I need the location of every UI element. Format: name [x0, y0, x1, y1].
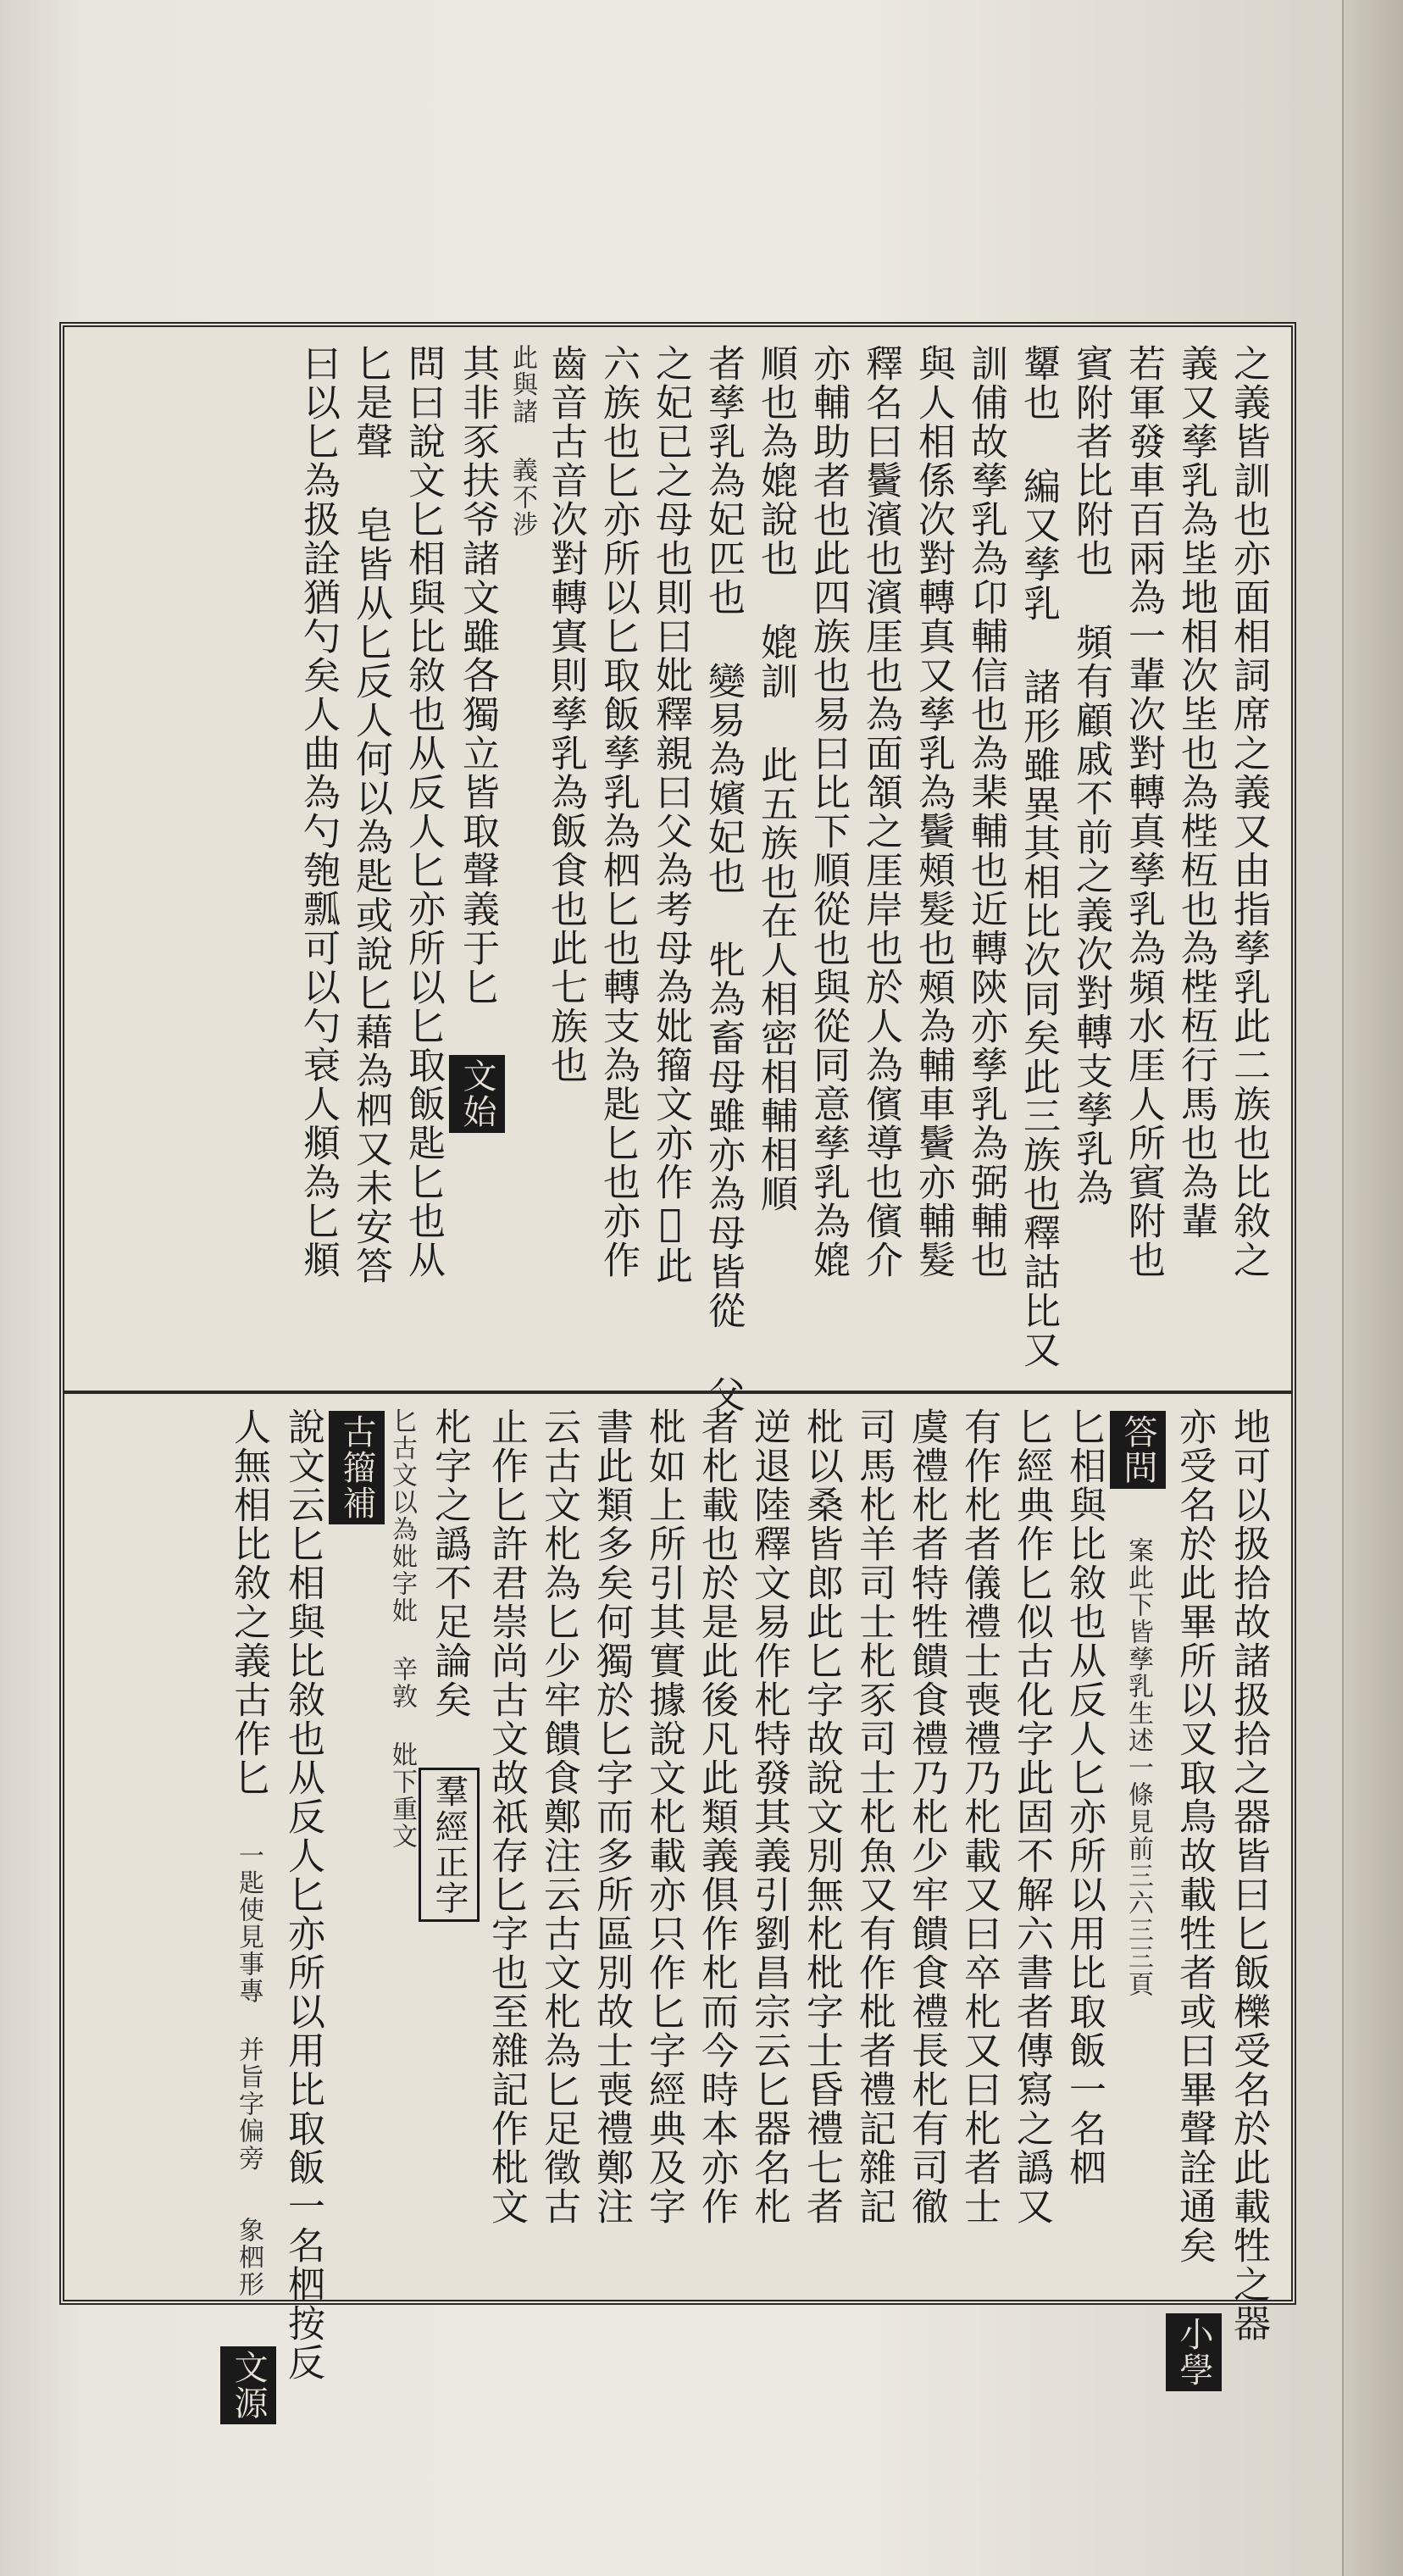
book-spine: [1342, 0, 1403, 2576]
text-column: 六族也匕亦所以匕取飯孳乳為柶匕也轉支為匙匕也亦作: [596, 344, 640, 1280]
text-column: 匕是聲 皂皆从匕反人何以為匙或說匕藉為柶又未安答: [349, 344, 392, 1285]
text-column: 義又孳乳為坒地相次坒也為梐枑也為梐枑行馬也為輩: [1174, 344, 1217, 1241]
text-column: 顰也 編又孳乳 諸形雖異其相比次同矣此三族也釋詁比又: [1017, 344, 1060, 1369]
text-column: 若軍發車百兩為一輩次對轉真孳乳為頻水厓人所賓附也: [1122, 344, 1165, 1280]
text-column: 止作匕許君崇尚古文故祇存匕字也至雜記作枇文: [485, 1407, 528, 2226]
text-column: 者孳乳為妃匹也 變易為嬪妃也 牝為畜母雖亦為母皆從 父: [702, 344, 745, 1414]
dawen-tag: 答問: [1110, 1411, 1166, 1489]
text-column: 有作朼者儀禮士喪禮乃朼載又曰卒朼又曰朼者士: [957, 1407, 1001, 2226]
text-column: [449, 344, 505, 1374]
upper-text-block: [81, 344, 1274, 1414]
lower-text-block: [81, 1407, 1274, 2421]
annotation-column: 此與諸 義不涉: [507, 344, 537, 538]
text-column: 書此類多矣何獨於匕字而多所區別故士喪禮鄭注: [590, 1407, 633, 2226]
text-column: 賓附者比附也 頻有顧戚不前之義次對轉支孳乳為: [1069, 344, 1112, 1208]
text-column-content: 人無相比敘之義古作匕: [227, 1407, 270, 1797]
annotation-column: 匕古文以為妣字妣 辛敦 妣下重文: [387, 1407, 417, 1850]
text-column: 枇以桑皆郎此匕字故說文別無朼枇字士昏禮七者: [800, 1407, 843, 2226]
wenyuan-tag: 文源: [220, 2346, 276, 2424]
text-column: [329, 1407, 385, 2285]
text-column-content: 其非豕扶爷諸文雖各獨立皆取聲義于匕: [456, 344, 499, 1007]
text-column: 與人相係次對轉真又孳乳為鬢頰髮也頰為輔車鬢亦輔髮: [912, 344, 955, 1280]
text-column: 地可以扱拾故諸扱拾之器皆曰匕飯櫟受名於此載牲之器: [1227, 1407, 1270, 2343]
text-column: 問曰說文匕相與比敘也从反人匕亦所以匕取飯匙匕也从: [402, 344, 445, 1280]
text-column: 釋名曰鬢濱也濱厓也為面頷之厓岸也於人為儐導也儐介: [859, 344, 902, 1280]
text-column: 順也為媲說也 媲訓 此五族也在人相密相輔相順: [754, 344, 797, 1213]
qunjing-zhengzi-tag: 羣經正字: [419, 1768, 480, 1922]
text-column: 說文云匕相與比敘也从反人匕亦所以用比取飯一名柶按反: [281, 1407, 324, 2382]
text-column: 云古文朼為匕少牢饋食鄭注云古文朼為匕足徵古: [537, 1407, 580, 2226]
text-column: 齒音古音次對轉寘則孳乳為飯食也此七族也: [544, 344, 587, 1085]
text-column: 者朼載也於是此後凡此類義俱作朼而今時本亦作: [695, 1407, 738, 2226]
text-column-content: 亦受名於此畢所以叉取鳥故載牲者或曰畢聲詮通矣: [1173, 1407, 1216, 2265]
guzhou-bu-tag: 古籀補: [329, 1411, 385, 1524]
text-column: 枇如上所引其實據說文朼載亦只作匕字經典及字: [642, 1407, 685, 2226]
text-column: 逆退陸釋文易作朼特發其義引劉昌宗云匕器名朼: [747, 1407, 790, 2226]
book-page: [59, 322, 1296, 2421]
dawen-note: 案此下皆孳乳生述一條見前三六三三頁: [1123, 1537, 1153, 1998]
text-column: [220, 1407, 276, 2421]
text-column: [1166, 1407, 1222, 2388]
text-column: 之妃已之母也則曰妣釋親曰父為考母為妣籀文亦作𡛱此: [649, 344, 692, 1285]
wenyuan-note: 象柶形: [234, 2217, 263, 2298]
text-column: 匕相與比敘也从反人匕亦所以用比取飯一名柶: [1062, 1407, 1106, 2187]
text-column: 司馬朼羊司士朼豕司士朼魚又有作枇者禮記雜記: [852, 1407, 896, 2226]
text-column-content: 朼字之譌不足論矣: [428, 1407, 471, 1719]
text-column: 匕經典作匕似古化字此固不解六書者傳寫之譌又: [1010, 1407, 1053, 2226]
text-column: 虞禮朼者特牲饋食禮乃朼少牢饋食禮長朼有司徹: [905, 1407, 948, 2226]
text-column: [419, 1407, 480, 2285]
text-column: 曰以匕為扱詮猶勺矣人曲為勺匏瓢可以勺衰人頫為匕頫: [297, 344, 340, 1280]
bottom-note: 一匙使見事專 并旨字偏旁: [234, 1842, 263, 2172]
text-column: [1110, 1407, 1166, 2285]
text-column: 之義皆訓也亦面相詞席之義又由指孳乳此二族也比敘之: [1227, 344, 1270, 1280]
wenshi-tag: 文始: [449, 1055, 505, 1133]
section-divider: [64, 1391, 1291, 1394]
text-column: 亦輔助者也此四族也易曰比下順從也與從同意孳乳為媲: [807, 344, 850, 1280]
text-column: 訓俌故孳乳為卬輔信也為棐輔也近轉陝亦孳乳為弼輔也: [964, 344, 1007, 1280]
xiaoxue-tag: 小學: [1166, 2313, 1222, 2391]
